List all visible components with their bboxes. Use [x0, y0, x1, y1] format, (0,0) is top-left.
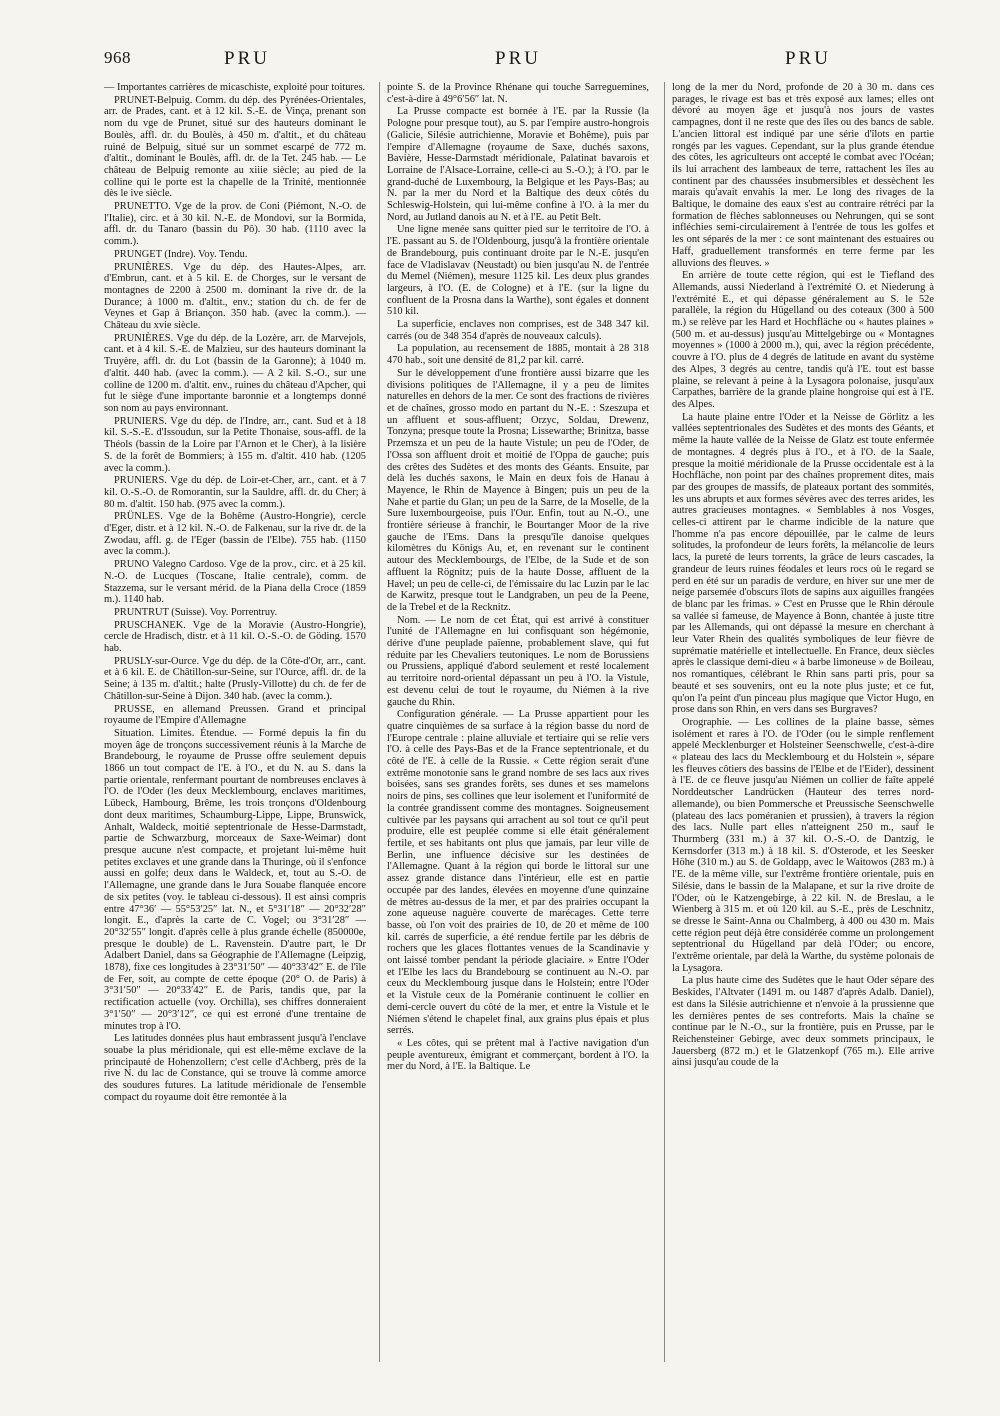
paragraph: Nom. — Le nom de cet État, qui est arrivé à constituer l'unité de l'Allemagne en lui confisquant son hégémonie, dérive d'une peuplade païenne, probablement slave, qui fut réduite par les Chevaliers teutoniques. Le nom de Borussiens ou Prussiens, appliqué d'abord seulement et resté localement au territoire nord-oriental dépassant un peu à l'O. la Vistule, est devenu celui de tout le royaume, du Niémen à la rive gauche du Rhin.: [387, 614, 649, 708]
paragraph: Configuration générale. — La Prusse appartient pour les quatre cinquièmes de sa surface à la région basse du nord de l'Europe centrale : plaine alluviale et tertiaire qui se relie vers l'O. à celle des Pays-Bas et de la France septentrionale, et du côté de l'E. à celle de la Russie. « Cette région serait d'une extrême monotonie sans le grand nombre de ses lacs aux rives boisées, sans ses grandes forêts, ses dunes et ses mamelons noirs de pins, ses collines que leur isolement et l'uniformité de la contrée grandissent comme des montagnes. Soigneusement cultivée par les paysans qui arrachent au sol tout ce qu'il peut produire, elle est peuplée comme si elle était généralement fertile, et ses habitants ont plus que jamais, par leur ville de Berlin, une influence décisive sur les destinées de l'Allemagne. Quant à la région qui borde le littoral sur une assez grande distance dans l'intérieur, elle est en partie occupée par des landes, élevées en moyenne d'une quinzaine de mètres au-dessus de la mer, et par des prairies occupant la zone aqueuse naguère couverte de marécages. Cette terre basse, où l'on voit des prairies de 10, de 20 et même de 100 kil. carrés de superficie, a été rendue fertile par les débris de rochers que les glaces flottantes venues de la Scandinavie y ont laissé tomber pendant la période glaciaire. » Entre l'Oder et l'Elbe les lacs du Brandebourg se continuent au N.-O. par ceux du Mecklembourg jusque dans le Holstein; entre l'Oder et la Vistule ceux de la Poméranie continuent le collier en demi-cercle ouvert du côté de la mer, et entre la Vistule et le Niémen s'étend le chapelet final, aux grains plus épais et plus serrés.: [387, 709, 649, 1037]
running-head-left: PRU: [224, 48, 270, 69]
paragraph: La plus haute cime des Sudètes que le haut Oder sépare des Beskides, l'Altvater (1491 m. ou 1487 d'après Adalb. Daniel), est dans la Silésie autrichienne et n'envoie à la prussienne que les dernières pentes de ses contreforts. Mais la chaîne se continue par le N.-O., sur la frontière, puis en Prusse, par le Reichensteiner Gebirge, avec deux sommets principaux, le Jauersberg (872 m.) et le Glatzenkopf (765 m.). Elle arrive ainsi jusqu'au coude de la: [672, 975, 934, 1069]
dictionary-entry: PRÜNLES. Vge de la Bohême (Austro-Hongrie), cercle d'Eger, distr. et à 12 kil. N.-O. de Falkenau, sur la rive dr. de la Zwodau, affl. g. de l'Eger (bassin de l'Elbe). 755 hab. (1150 avec la comm.).: [104, 511, 366, 558]
text-column-middle: [387, 82, 649, 1400]
paragraph: Les latitudes données plus haut embrassent jusqu'à l'enclave souabe la plus méridionale, qui est elle-même exclave de la principauté de Hohenzollern; c'est celle d'Achberg, près de la rive N. du lac de Constance, qui se trouve là comme amorce des soudures futures. La latitude méridionale de l'ensemble compact du royaume doit être remontée à la: [104, 1033, 366, 1103]
dictionary-entry: PRUNIÈRES. Vge du dép. des Hautes-Alpes, arr. d'Embrun, cant. et à 5 kil. E. de Chorges, sur le versant de montagnes de 2200 à 2500 m. dominant la rive dr. de la Durance; à 1000 m. d'altit., env.; station du ch. de fer de Veynes et Gap à Briançon. 350 hab. (avec la comm.). — Château du xvie siècle.: [104, 261, 366, 332]
dictionary-entry: PRUSSE, en allemand Preussen. Grand et principal royaume de l'Empire d'Allemagne: [104, 703, 366, 727]
paragraph: pointe S. de la Province Rhénane qui touche Sarreguemines, c'est-à-dire à 49°6′56″ lat. N.: [387, 82, 649, 105]
text-column-right: [672, 82, 934, 1400]
dictionary-entry: PRUNGET (Indre). Voy. Tendu.: [114, 248, 248, 260]
column-divider: [664, 82, 665, 1362]
text-column-left: [104, 82, 366, 1400]
paragraph: La population, au recensement de 1885, montait à 28 318 470 hab., soit une densité de 81,2 par kil. carré.: [387, 343, 649, 367]
paragraph: — Importantes carrières de micaschiste, exploité pour toitures.: [104, 82, 366, 93]
dictionary-entry: PRUNTRUT (Suisse). Voy. Porrentruy.: [114, 606, 278, 618]
paragraph: En arrière de toute cette région, qui est le Tiefland des Allemands, aussi Niederland à l'extrémité O. et Niederung à l'extrémité E., et qui dépasse généralement au S. le 52e parallèle, la région du Hügelland ou des coteaux (300 à 500 m.) se relève par les Hard et Hochfläche ou « hautes plaines » (500 m. et au-dessus) jusqu'au Mittelgebirge ou « Montagnes moyennes » (1000 à 2000 m.), qui, avec la région précédente, couvre à l'O. plus de 4 degrés de latitude en avant du système des Alpes, 3 degrés au centre, tandis qu'à l'E. tout est basse plaine, se relevant à peine à la Lysagora polonaise, jusqu'aux Carpathes, barrière de la grande plaine hongroise qui est à l'E. des Alpes.: [672, 270, 934, 410]
paragraph: La Prusse compacte est bornée à l'E. par la Russie (la Pologne pour presque tout), au S. par l'empire austro-hongrois (Galicie, Silésie autrichienne, Moravie et Bohême), puis par l'empire d'Allemagne (royaume de Saxe, duchés saxons, Bavière, Hesse-Darmstadt méridionale, Palatinat bavarois et Lorraine de l'Alsace-Lorraine, celle-ci au S.-O.); à l'O. par le grand-duché de Luxembourg, la Belgique et les Pays-Bas; au N. par la mer du Nord et la Baltique des deux côtés du Schleswig-Holstein, qui lui-même confine à l'O. à la mer du Nord, au Jutland danois au N. et à l'E. au Petit Belt.: [387, 106, 649, 223]
page-header: [0, 48, 1000, 78]
paragraph: Une ligne menée sans quitter pied sur le territoire de l'O. à l'E. passant au S. de l'Oldenbourg, jusqu'à la frontière orientale de Brandebourg, puis continuant droite par le N.-E. jusqu'en face de Vladislavav (Neustadt) ou bien jusqu'au N. de l'entrée du Memel (Niémen), mesure 1125 kil. Les deux plus grandes largeurs, à l'O. (E. de Cologne) et à l'E. (sur la ligne du confluent de la Prosna dans la Warthe), sont égales et donnent 510 kil.: [387, 224, 649, 318]
paragraph: La haute plaine entre l'Oder et la Neisse de Görlitz a les vallées septentrionales des Sudètes et des monts des Géants, et même la haute vallée de la Neisse de Glatz est toute enfermée de montagnes. 4 degrés plus à l'O., et à l'O. de la Saale, presque la moitié méridionale de la Prusse occidentale est à la Hochfläche, non point par des chaînes proprement dites, mais par des groupes de massifs, de plateaux portant des sommités, les uns abrupts et aux formes sévères avec des terres arides, les autres gracieuses montagnes. « Semblables à nos Vosges, celles-ci attirent par le charme indicible de la nature que l'homme n'a pas encore dépouillée, par le calme de leurs solitudes, la profondeur de leurs forêts, la mélancolie de leurs lacs, la pureté de leurs torrents, la grâce de leurs cascades, la grandeur de leurs ruines féodales et leurs rocs où le regard se perd en été sur un paradis de verdure, en hiver sur une mer de neige parsemée d'obscurs îlots de sapins aux aiguilles frangées de blanc par les frimas. » C'est en Prusse que le Rhin déroule sa vallée si fameuse, de Mayence à Bonn, chantée à juste titre par les Allemands, qui ont dépassé la mesure en cherchant à leur Vater Rhein des qualités symboliques de leur fièvre de suprématie matérielle et intellectuelle. En France, deux siècles après le classique demi-dieu « à barbe limoneuse » de Boileau, nos romantiques, célébrant le Rhin sans parti pris, pour sa beauté et ses souvenirs, ont eu la note plus juste; et ce fut, qu'on l'a peint d'un pinceau plus magique que Victor Hugo, en prose dans son Rhin, en vers dans ses Burgraves?: [672, 411, 934, 716]
dictionary-entry: PRUSCHANEK. Vge de la Moravie (Austro-Hongrie), cercle de Hradisch, distr. et à 11 kil. O.-S.-O. de Göding. 1570 hab.: [104, 619, 366, 655]
paragraph: Orographie. — Les collines de la plaine basse, sèmes isolément et rares à l'O. de l'Oder (ou le simple renflement appelé Mecklenburger et Holsteiner Seenschwelle, c'est-à-dire « plateau des lacs du Mecklembourg et du Holstein », sépare les fleuves côtiers des bassins de l'Elbe et de l'Eider), dessinent à l'E. de ce fleuve jusqu'au Niémen un collier de faîte appelé Norddeutscher Landrücken (Hauteur des terres nord-allemande), ou bien Pommersche et Preussische Seenschwelle (plateau des lacs poméranien et prussien), à travers la région des lacs. Nulle part elles n'atteignent 250 m., sauf le Thurmberg (331 m.) à 37 kil. O.-S.-O. de Dantzig, le Kernsdorfer (313 m.) à 18 kil. S. d'Osterode, et les Seesker Höhe (310 m.) au S. de Goldapp, avec le Waitowos (283 m.) à l'E. de la même ville, sur l'extrême frontière orientale, puis en Silésie, dans le bassin de la Malapane, et sur la rive droite de l'Oder, où le Katzengebirge, à 22 kil. N. de Breslau, a le Wienberg à 315 m. et où 120 kil. au S.-E., près de Leschnitz, se dresse le Saint-Anna ou Chalmberg, à 400 ou 430 m. Mais cette région peut déjà être considérée comme un prolongement septentrional du Hügelland par delà l'Oder; ou encore, l'extrême orientale, par delà la Warthe, du système polonais de la Lysagora.: [672, 716, 934, 974]
paragraph: Situation. Limites. Étendue. — Formé depuis la fin du moyen âge de tronçons successivement réunis à la Marche de Brandebourg, le royaume de Prusse offre seulement depuis 1866 un tout compact de l'E. à l'O., et du N. au S. dans la partie orientale, renfermant pourtant de nombreuses enclaves à l'O. de l'Oder (les deux Mecklembourg, enclaves maritimes, Lübeck, Hambourg, Brême, les trois tronçons d'Oldenbourg dont deux maritimes, Schaumburg-Lippe, Lippe, Brunswick, Anhalt, Waldeck, moitié septentrionale de Hesse-Darmstadt, partie de Schwarzburg, morceaux de Saxe-Weimar) dont presque aucune n'est compacte, et projetant lui-même huit petites exclaves et une grande dans la Thuringe, où il s'enfonce aussi en golfe; deux dans le Waldeck, et, tout au S.-O. de l'Allemagne, une grande dans le Jura Souabe flanquée encore de six petites (voy. le tableau ci-dessous). Il est ainsi compris entre 47°36′ — 55°53′25″ lat. N., et 5°31′18″ — 20°32′28″ longit. E., d'après la carte de C. Vogel; ou 3°31′28″ — 20°32′55″ longit. d'après celle à plus grande échelle (850000e, presque le double) de L. Ravenstein. D'autre part, le Dr Adalbert Daniel, dans sa Géographie de l'Allemagne (Leipzig, 1878), fixe ces longitudes à 23°31′50″ — 40°33′42″ E. de l'île de Fer, soit, au compte de cette époque (20° O. de Paris) à 3°31′50″ — 20°33′42″ E. de Paris, tandis que, par la rectification actuelle (voy. Orchilla), ses chiffres donneraient 3°1′50″ — 20°3′12″, ce qui est erroné d'une trentaine de minutes trop à l'O.: [104, 727, 366, 1032]
paragraph: long de la mer du Nord, profonde de 20 à 30 m. dans ces parages, le rivage est bas et très exposé aux lames; elles ont dévoré au moyen âge et jusqu'à nos jours de vastes campagnes, dont il ne reste que des îles ou des bancs de sable. L'ancien littoral est indiqué par une série d'îlots en partie rongés par les vagues. Cependant, sur la plus grande étendue des côtes, les agriculteurs ont accepté le combat avec l'Océan; ils lui arrachent des lambeaux de terre, rattachent les îles au continent par des chaussées insubmersibles et dessèchent les marais qu'avait envahis la mer. Le long des rivages de la Baltique, le domaine des eaux s'est au contraire rétréci par la formation de flèches sablonneuses ou Nehrungen, qui se sont infléchies semi-circulairement à l'entrée de tous les golfes et les ont séparés de la mer : ce sont maintenant des estuaires ou Haff, graduellement transformés en terre ferme par les alluvions des fleuves. »: [672, 82, 934, 269]
page-number: 968: [104, 48, 131, 67]
running-head-right: PRU: [785, 48, 831, 69]
dictionary-entry: PRUNIÈRES. Vge du dép. de la Lozère, arr. de Marvejols, cant. et à 4 kil. S.-E. de Malzieu, sur des hauteurs dominant la Truyère, affl. dr. du Lot (bassin de la Garonne); à 1040 m. d'altit. 440 hab. (avec la comm.). — A 2 kil. S.-O., sur une colline de 1200 m. d'altit. env., ruines du château d'Apcher, qui fut le siège d'une importante baronnie et a longtemps donné son nom au pays environnant.: [104, 332, 366, 414]
dictionary-entry: PRUNETTO. Vge de la prov. de Coni (Piémont, N.-O. de l'Italie), circ. et à 30 kil. N.-E. de Mondovi, sur la Bormida, affl. dr. du Tanaro (bassin du Pô). 30 hab. (1110 avec la comm.).: [104, 201, 366, 248]
dictionary-entry: PRUNO Valegno Cardoso. Vge de la prov., circ. et à 25 kil. N.-O. de Lucques (Toscane, Italie centrale), comm. de Stazzema, sur le versant mérid. de la Piana della Croce (1859 m.). 1140 hab.: [104, 559, 366, 606]
paragraph: Sur le développement d'une frontière aussi bizarre que les divisions politiques de l'Allemagne, il y a peu de limites naturelles en dehors de la mer. Ce sont des fractions de rivières et de chaînes, grosso modo en partant du N.-E. : Szeszupa et un affluent et sous-affluent; Orzyc, Soldau, Drewenz, Tonzyna; presque toute la Prosna; Lissewarthe; Brinitza, basse Przemsza et un peu de la haute Vistule; un peu de l'Oder, de l'Ossa son affluent droit et moitié de l'Oppa de gauche; puis des crêtes des Sudètes et des monts des Géants. Ensuite, par delà les duchés saxons, le Main en deux fois de Hanau à Mayence, le Rhin de Mayence à Bingen; puis un peu de la Nahe et partie du Glan; un peu de la Sarre, de la Moselle, de la Sure luxembourgeoise, puis l'Our. Enfin, tout au N.-O., une frontière sérieuse à franchir, le Bourtanger Moor de la rive gauche de l'Ems. Dans la presqu'île danoise quelques kilomètres du Königs Au, et, en revenant sur le continent autour des Mecklembourgs, de l'Elbe, de la Sude et de son affluent la Rögnitz; puis de la haute Dosse, affluent de la Havel; un peu de celle-ci, de l'émissaire du lac Luzin par le lac de Karwitz, presque tout le Landgraben, un peu de la Peene, de la Trebel et de la Recknitz.: [387, 367, 649, 613]
column-divider: [379, 82, 380, 1362]
paragraph: « Les côtes, qui se prêtent mal à l'active navigation d'un peuple aventureux, émigrant et commerçant, bordent à l'O. la mer du Nord, à l'E. la Baltique. Le: [387, 1037, 649, 1073]
dictionary-entry: PRUNET-Belpuig. Comm. du dép. des Pyrénées-Orientales, arr. de Prades, cant. et à 12 kil. S.-E. de Vinça, prenant son nom du vge de Prunet, situé sur des hauteurs dominant le Boulès, affl. dr. du Boulès, à 450 m. d'altit., et du château ruiné de Belpuig, situé sur un sommet escarpé de 772 m. d'altit., dominant le Boulès, affl. dr. de la Tet. 245 hab. — Le château de Belpuig remonte au xiiie siècle; au pied de la colline qui le porte est la chapelle de la Trinité, mentionnée dès le ive siècle.: [104, 94, 366, 200]
dictionary-entry: PRUSLY-sur-Ource. Vge du dép. de la Côte-d'Or, arr., cant. et à 6 kil. E. de Châtillon-sur-Seine, sur l'Ource, affl. dr. de la Seine; à 135 m. d'altit.; halte (Prusly-Villotte) du ch. de fer de Châtillon-sur-Seine à Dijon. 340 hab. (avec la comm.).: [104, 655, 366, 702]
running-head-center: PRU: [495, 48, 541, 69]
paragraph: La superficie, enclaves non comprises, est de 348 347 kil. carrés (ou de 348 354 d'après de nouveaux calculs).: [387, 319, 649, 342]
dictionary-entry: PRUNIERS. Vge du dép. de l'Indre, arr., cant. Sud et à 18 kil. S.-S.-E. d'Issoudun, sur la Petite Thonaise, sous-affl. de la Théols (bassin de la Loire par l'Arnon et le Cher), à la lisière S. de la forêt de Bommiers; à 155 m. d'altit. 410 hab. (1205 avec la comm.).: [104, 415, 366, 474]
dictionary-entry: PRUNIERS. Vge du dép. de Loir-et-Cher, arr., cant. et à 7 kil. O.-S.-O. de Romorantin, sur la Sauldre, affl. dr. du Cher; à 80 m. d'altit. 150 hab. (975 avec la comm.).: [104, 475, 366, 510]
